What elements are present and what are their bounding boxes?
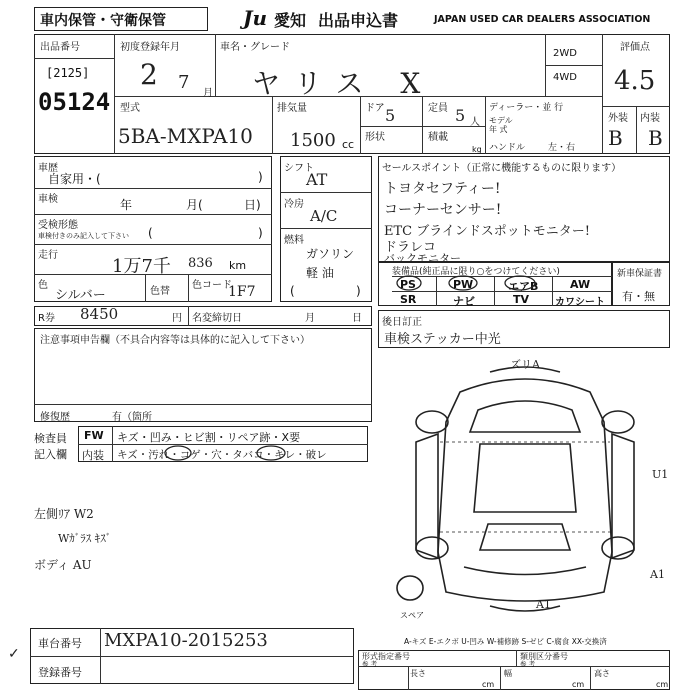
grade-exterior: B [608, 126, 623, 150]
mileage-label: 走行 [38, 250, 58, 261]
recycle-unit: 円 [172, 313, 182, 324]
grade-score: 4.5 [614, 66, 656, 96]
equip-ps: PS [400, 278, 416, 291]
fuel-gasoline: ガソリン [306, 247, 355, 261]
sales-point-4: ドラレコ [384, 240, 437, 255]
history-label: 車歴 [38, 163, 58, 174]
name-change-day: 日 [352, 313, 362, 324]
warranty-label: 新車保証書 [617, 269, 663, 279]
history-value: 自家用・( [48, 172, 101, 186]
usage-paren-open: ( [148, 226, 153, 240]
equip-tv: TV [513, 293, 530, 306]
branch-name: 愛知 [274, 11, 307, 30]
diagram-top-mark: ズリA [510, 358, 540, 371]
handle-label: ハンドル [489, 143, 526, 153]
sales-points-label: セールスポイント（正常に機能するものに限ります） [382, 163, 622, 174]
shift-label: シフト [284, 163, 314, 174]
color-code: 1F7 [228, 284, 256, 300]
width-label: 幅 [504, 669, 512, 678]
inspection-month: 月( [186, 198, 203, 212]
height-unit: cm [656, 680, 669, 689]
displacement-unit: cc [342, 138, 355, 151]
registration-no-label: 登録番号 [38, 666, 82, 679]
inspector-circles [78, 426, 368, 462]
fuel-diesel: 軽 油 [306, 266, 334, 280]
type-ref: 参 考 [362, 660, 378, 668]
lot-number: 05124 [38, 88, 111, 116]
color-label: 色 [38, 280, 48, 291]
diagram-spare-label: スペア [400, 611, 424, 620]
equip-sr: SR [400, 293, 417, 306]
usage-paren-close: ) [258, 226, 263, 240]
warranty-options: 有・無 [622, 290, 655, 303]
model-label: 型式 [120, 103, 140, 114]
load-unit: kg [472, 145, 482, 154]
equipment-circles [378, 262, 612, 306]
mileage-value: 1万7千 [112, 256, 171, 277]
inspection-label: 車検 [38, 194, 58, 205]
sales-point-5: バックモニター [384, 252, 461, 265]
equip-pw: PW [453, 278, 474, 291]
drive-2wd: 2WD [553, 48, 577, 59]
inspector-interior-items: キズ・汚れ・コゲ・穴・タバコ・キレ・破レ [117, 449, 327, 461]
storage-label: 車内保管・守衛保管 [40, 13, 166, 29]
usage-label: 受検形態 [38, 220, 78, 231]
sales-point-1: トヨタセフティー! [384, 181, 501, 197]
equip-navi: ナビ [453, 295, 475, 308]
grade-interior: B [648, 126, 663, 150]
capacity-value: 5 [455, 106, 466, 125]
form-title: 出品申込書 [318, 11, 399, 30]
recycle-label: R券 [38, 313, 55, 324]
width-unit: cm [572, 680, 585, 689]
capacity-unit: 人 [470, 117, 480, 128]
load-label: 積載 [428, 132, 448, 143]
hand-note-2: Wｶﾞﾗｽ ｷｽﾞ [58, 532, 112, 545]
check-mark: ✓ [8, 646, 20, 662]
diagram-mark-a1-bottom: A1 [536, 598, 551, 611]
inspection-day: 日) [244, 198, 261, 212]
fuel-label: 燃料 [284, 235, 304, 246]
inspector-label: 検査員 [34, 432, 67, 445]
hand-note-3: ボディ AU [34, 558, 92, 572]
length-label: 長さ [410, 669, 426, 678]
displacement-value: 1500 [290, 130, 336, 151]
equip-airbag: エアB [508, 280, 539, 293]
grade-interior-label: 内装 [640, 113, 660, 124]
recycle-value: 8450 [80, 305, 119, 323]
car-name-label: 車名・グレード [220, 42, 290, 53]
note-block-label: 後日訂正 [382, 317, 422, 328]
damage-legend: A-キズ E-エクボ U-凹み W-補修跡 S-ゼビ C-腐食 XX-交換済 [404, 637, 607, 646]
shape-label: 形状 [365, 132, 385, 143]
sales-point-3: ETC ブラインドスポットモニター! [384, 224, 590, 239]
fuel-paren-close: ) [356, 284, 361, 298]
notes-label: 注意事項申告欄（不具合内容等は具体的に記入して下さい） [40, 335, 310, 346]
type-designation-label: 形式指定番号 [362, 652, 410, 661]
usage-note: 車検付きのみ記入して下さい [38, 232, 129, 240]
diagram-mark-a1-right: A1 [650, 568, 665, 581]
doors-value: 5 [385, 106, 396, 125]
chassis-label: 車台番号 [38, 637, 82, 650]
length-unit: cm [482, 680, 495, 689]
displacement-label: 排気量 [277, 103, 307, 114]
association-name: JAPAN USED CAR DEALERS ASSOCIATION [434, 14, 651, 25]
car-name-value: ヤリス X [252, 67, 435, 100]
note-block-value: 車検ステッカー中光 [384, 332, 501, 347]
handle-options: 左・右 [548, 143, 576, 153]
equip-aw: AW [570, 278, 591, 291]
ju-logo: Ju [243, 6, 268, 30]
grade-label: 評価点 [620, 42, 650, 53]
class-designation-label: 類別区分番号 [520, 652, 568, 661]
drive-4wd: 4WD [553, 72, 577, 83]
model-year-label: モデル 年 式 [489, 116, 513, 134]
mileage-digits: 836 [188, 256, 213, 271]
fuel-paren-open: ( [290, 284, 295, 298]
name-change-label: 名変締切日 [192, 313, 242, 324]
model-value: 5BA-MXPA10 [118, 124, 253, 148]
class-ref: 参 考 [520, 660, 536, 668]
lot-label: 出品番号 [40, 42, 80, 53]
name-change-month: 月 [305, 313, 315, 324]
equipment-label: 装備品(純正品に限り○をつけてください) [392, 267, 560, 277]
color-change-label: 色替 [150, 286, 170, 297]
height-label: 高さ [594, 669, 610, 678]
inspection-year: 年 [120, 198, 133, 212]
registration-year: 2 [140, 58, 158, 91]
equip-leather: カワシート [555, 297, 605, 308]
sales-point-2: コーナーセンサー! [384, 202, 502, 218]
chassis-value: MXPA10-2015253 [104, 630, 268, 651]
color-code-label: 色コード [192, 280, 232, 291]
inspector-interior-label: 内装 [82, 449, 104, 462]
car-damage-diagram [380, 352, 670, 622]
hand-note-1: 左側ﾘｱ W2 [34, 507, 94, 521]
mileage-unit: km [229, 259, 247, 272]
doors-label: ドア [365, 103, 385, 114]
inspector-fw-items: キズ・凹み・ヒビ割・リペア跡・X要 [117, 431, 301, 444]
dealer-label: ディーラー・並 行 [489, 103, 564, 113]
cooling-value: A/C [310, 207, 338, 225]
inspector-fw-label: FW [84, 429, 104, 442]
diagram-mark-u1: U1 [652, 468, 669, 481]
grade-exterior-label: 外装 [608, 113, 628, 124]
color-value: シルバー [55, 288, 106, 303]
cooling-label: 冷房 [284, 199, 304, 210]
registration-month-unit: 月 [203, 88, 213, 99]
history-close: ) [258, 170, 263, 184]
registration-label: 初度登録年月 [120, 42, 180, 53]
lot-sub-number: [2125] [46, 66, 90, 80]
repair-value: 有（箇所 [112, 412, 152, 423]
capacity-label: 定員 [428, 103, 448, 114]
repair-label: 修復歴 [40, 412, 70, 423]
registration-month: 7 [178, 72, 190, 93]
shift-value: AT [306, 170, 328, 189]
inspector-entry-label: 記入欄 [34, 448, 67, 461]
